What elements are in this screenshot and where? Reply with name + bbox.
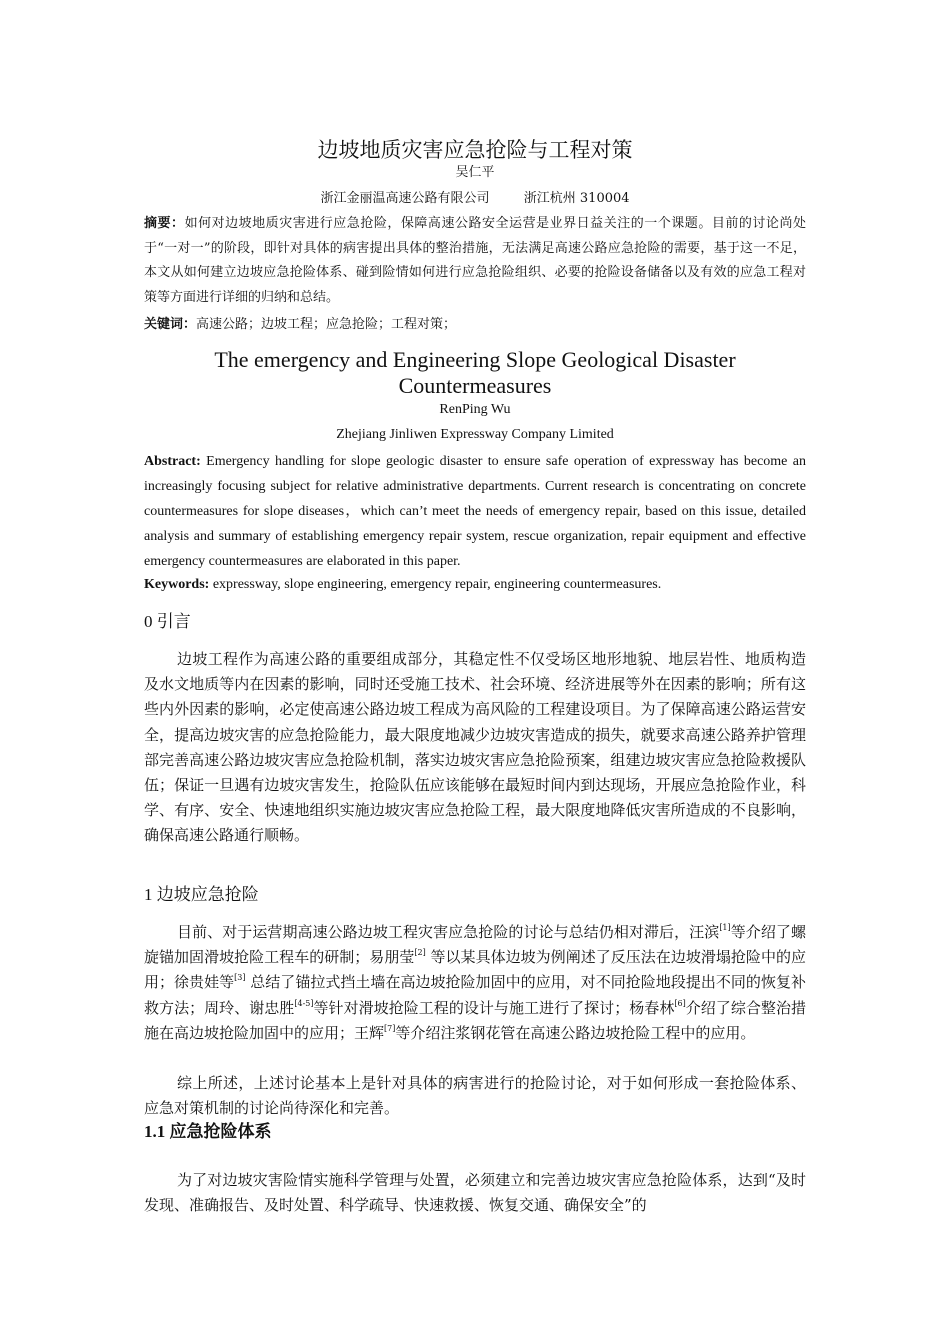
text-run: 总结了锚拉式挡土墙在高边坡抢险加固中的应用，对不同抢险地段提出不同的恢复补救方法；周玲、谢忠胜 (144, 973, 806, 1017)
text-run: 等介绍了螺旋锚加固滑坡抢险工程车的研制；易朋莹 (144, 923, 806, 967)
chinese-abstract-text: 如何对边坡地质灾害进行应急抢险，保障高速公路安全运营是业界日益关注的一个课题。目前的讨论尚处于“一对一”的阶段，即针对具体的病害提出具体的整治措施，无法满足高速公路应急抢险的需要，基于这一不足，本文从如何建立边坡应急抢险体系、碰到险情如何进行应急抢险组织、必要的抢险设备储备以及有效的应急工程对策等方面进行详细的归纳和总结。 (144, 216, 806, 305)
text-run: 等以某具体边坡为例阐述了反压法在边坡滑塌抢险中的应用；徐贵娃等 (144, 948, 806, 992)
citation-ref[interactable]: [6] (674, 998, 686, 1008)
section-0-heading (144, 610, 806, 634)
english-abstract (144, 449, 806, 574)
chinese-abstract (144, 212, 806, 310)
english-title: The emergency and Engineering Slope Geological Disaster Countermeasures (214, 347, 736, 398)
chinese-author: 吴仁平 (455, 165, 495, 180)
chinese-abstract-label: 摘要： (144, 216, 185, 231)
text-run: 等针对滑坡抢险工程的设计与施工进行了探讨；杨春林 (313, 998, 675, 1017)
text-run: 等介绍注浆钢花管在高速公路边坡抢险工程中的应用。 (395, 1023, 756, 1042)
english-abstract-text: Emergency handling for slope geologic disaster to ensure safe operation of expressway has become an increasingly focusing subject for relative administrative departments. Current research is concentrating on concrete countermeasures for slope diseases，which can’t meet the needs of emergency repair, based on this issue, detailed analysis and summary of establishing emergency repair system, rescue organization, repair equipment and effective emergency countermeasures are elaborated in this paper. (144, 454, 806, 569)
affiliation-city: 浙江杭州 310004 (523, 191, 630, 206)
section-1-paragraph-2: 综上所述，上述讨论基本上是针对具体的病害进行的抢险讨论，对于如何形成一套抢险体系、应急对策机制的讨论尚待深化和完善。 (144, 1074, 806, 1118)
citation-ref[interactable]: [7] (384, 1023, 396, 1033)
english-keywords-text: expressway, slope engineering, emergency repair, engineering countermeasures. (209, 577, 662, 592)
chinese-title: 边坡地质灾害应急抢险与工程对策 (317, 138, 633, 162)
section-1-heading (144, 883, 806, 907)
section-1-1-number: 1.1 (144, 1122, 170, 1141)
english-abstract-label: Abstract: (144, 454, 201, 469)
chinese-keywords-text: 高速公路；边坡工程；应急抢险；工程对策； (196, 317, 457, 332)
section-0-paragraph: 边坡工程作为高速公路的重要组成部分，其稳定性不仅受场区地形地貌、地层岩性、地质构造及水文地质等内在因素的影响，同时还受施工技术、社会环境、经济进展等外在因素的影响；所有这些内外因素的影响，必定使高速公路边坡工程成为高风险的工程建设项目。为了保障高速公路运营安全，提高边坡灾害的应急抢险能力，最大限度地减少边坡灾害造成的损失，就要求高速公路养护管理部完善高速公路边坡灾害应急抢险机制，落实边坡灾害应急抢险预案，组建边坡灾害应急抢险救援队伍；保证一旦遇有边坡灾害发生，抢险队伍应该能够在最短时间内到达现场，开展应急抢险作业，科学、有序、安全、快速地组织实施边坡灾害应急抢险工程，最大限度地降低灾害所造成的不良影响，确保高速公路通行顺畅。 (144, 650, 806, 845)
text-run: 目前、对于运营期高速公路边坡工程灾害应急抢险的讨论与总结仍相对滞后，汪滨 (177, 923, 720, 941)
section-1-paragraph-1 (144, 920, 806, 1046)
section-1-1-heading (144, 1120, 806, 1144)
affiliation-company: 浙江金丽温高速公路有限公司 (320, 191, 490, 206)
text-run: 介绍了综合整治措施在高边坡抢险加固中的应用；王辉 (144, 998, 806, 1042)
english-affiliation: Zhejiang Jinliwen Expressway Company Limited (336, 427, 614, 442)
citation-ref[interactable]: [4-5] (294, 998, 314, 1008)
chinese-keywords (144, 314, 806, 336)
chinese-keywords-label: 关键词： (144, 317, 197, 332)
citation-ref[interactable]: [3] (234, 973, 246, 983)
section-1-number: 1 (144, 885, 157, 904)
english-keywords-label: Keywords: (144, 577, 210, 592)
chinese-affiliation (144, 189, 806, 209)
citation-ref[interactable]: [1] (719, 923, 731, 932)
english-keywords (144, 574, 806, 596)
section-1-1-title: 应急抢险体系 (169, 1122, 272, 1142)
section-1-1-paragraph: 为了对边坡灾害险情实施科学管理与处置，必须建立和完善边坡灾害应急抢险体系，达到“及时发现、准确报告、及时处置、科学疏导、快速救援、恢复交通、确保安全”的 (144, 1171, 806, 1215)
english-author: RenPing Wu (439, 402, 511, 417)
citation-ref[interactable]: [2] (414, 948, 426, 958)
section-1-title: 边坡应急抢险 (156, 885, 259, 905)
section-0-number: 0 (144, 612, 157, 631)
section-0-title: 引言 (156, 612, 191, 632)
